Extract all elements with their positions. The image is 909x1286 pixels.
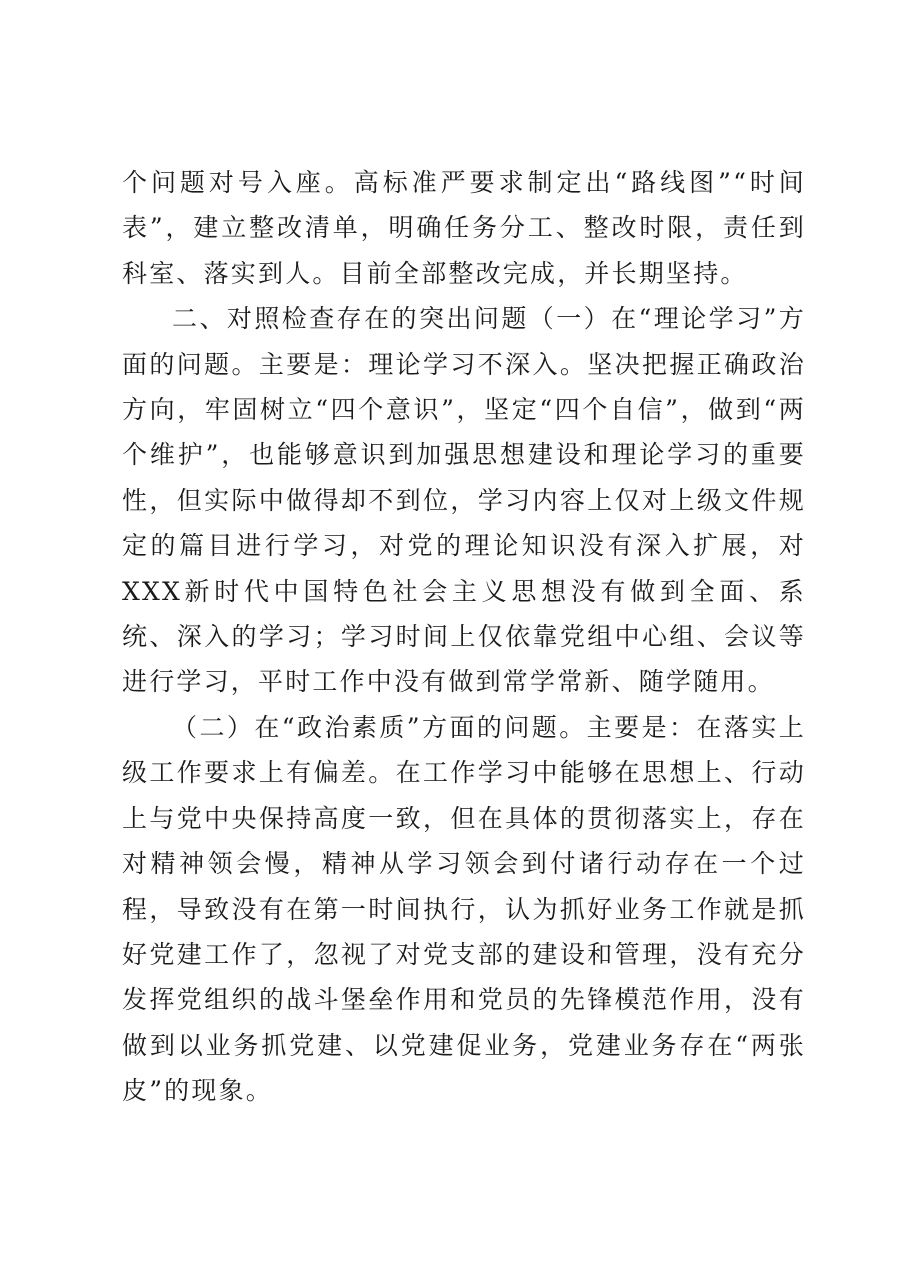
paragraph-rectification-continued: 个问题对号入座。高标准严要求制定出“路线图”“时间表”，建立整改清单，明确任务分工、整改时限，责任到科室、落实到人。目前全部整改完成，并长期坚持。: [122, 168, 806, 288]
document-body: [122, 160, 806, 1114]
paragraph-theory-study-issues: 二、对照检查存在的突出问题（一）在“理论学习”方面的问题。主要是：理论学习不深入。坚决把握正确政治方向，牢固树立“四个意识”，坚定“四个自信”，做到“两个维护”，也能够意识到加强思想建设和理论学习的重要性，但实际中做得却不到位，学习内容上仅对上级文件规定的篇目进行学习，对党的理论知识没有深入扩展，对XXX新时代中国特色社会主义思想没有做到全面、系统、深入的学习；学习时间上仅依靠党组中心组、会议等进行学习，平时工作中没有做到常学常新、随学随用。: [122, 304, 806, 697]
paragraph-political-quality-issues: （二）在“政治素质”方面的问题。主要是：在落实上级工作要求上有偏差。在工作学习中能够在思想上、行动上与党中央保持高度一致，但在具体的贯彻落实上，存在对精神领会慢，精神从学习领会到付诸行动存在一个过程，导致没有在第一时间执行，认为抓好业务工作就是抓好党建工作了，忽视了对党支部的建设和管理，没有充分发挥党组织的战斗堡垒作用和党员的先锋模范作用，没有做到以业务抓党建、以党建促业务，党建业务存在“两张皮”的现象。: [122, 712, 806, 1106]
